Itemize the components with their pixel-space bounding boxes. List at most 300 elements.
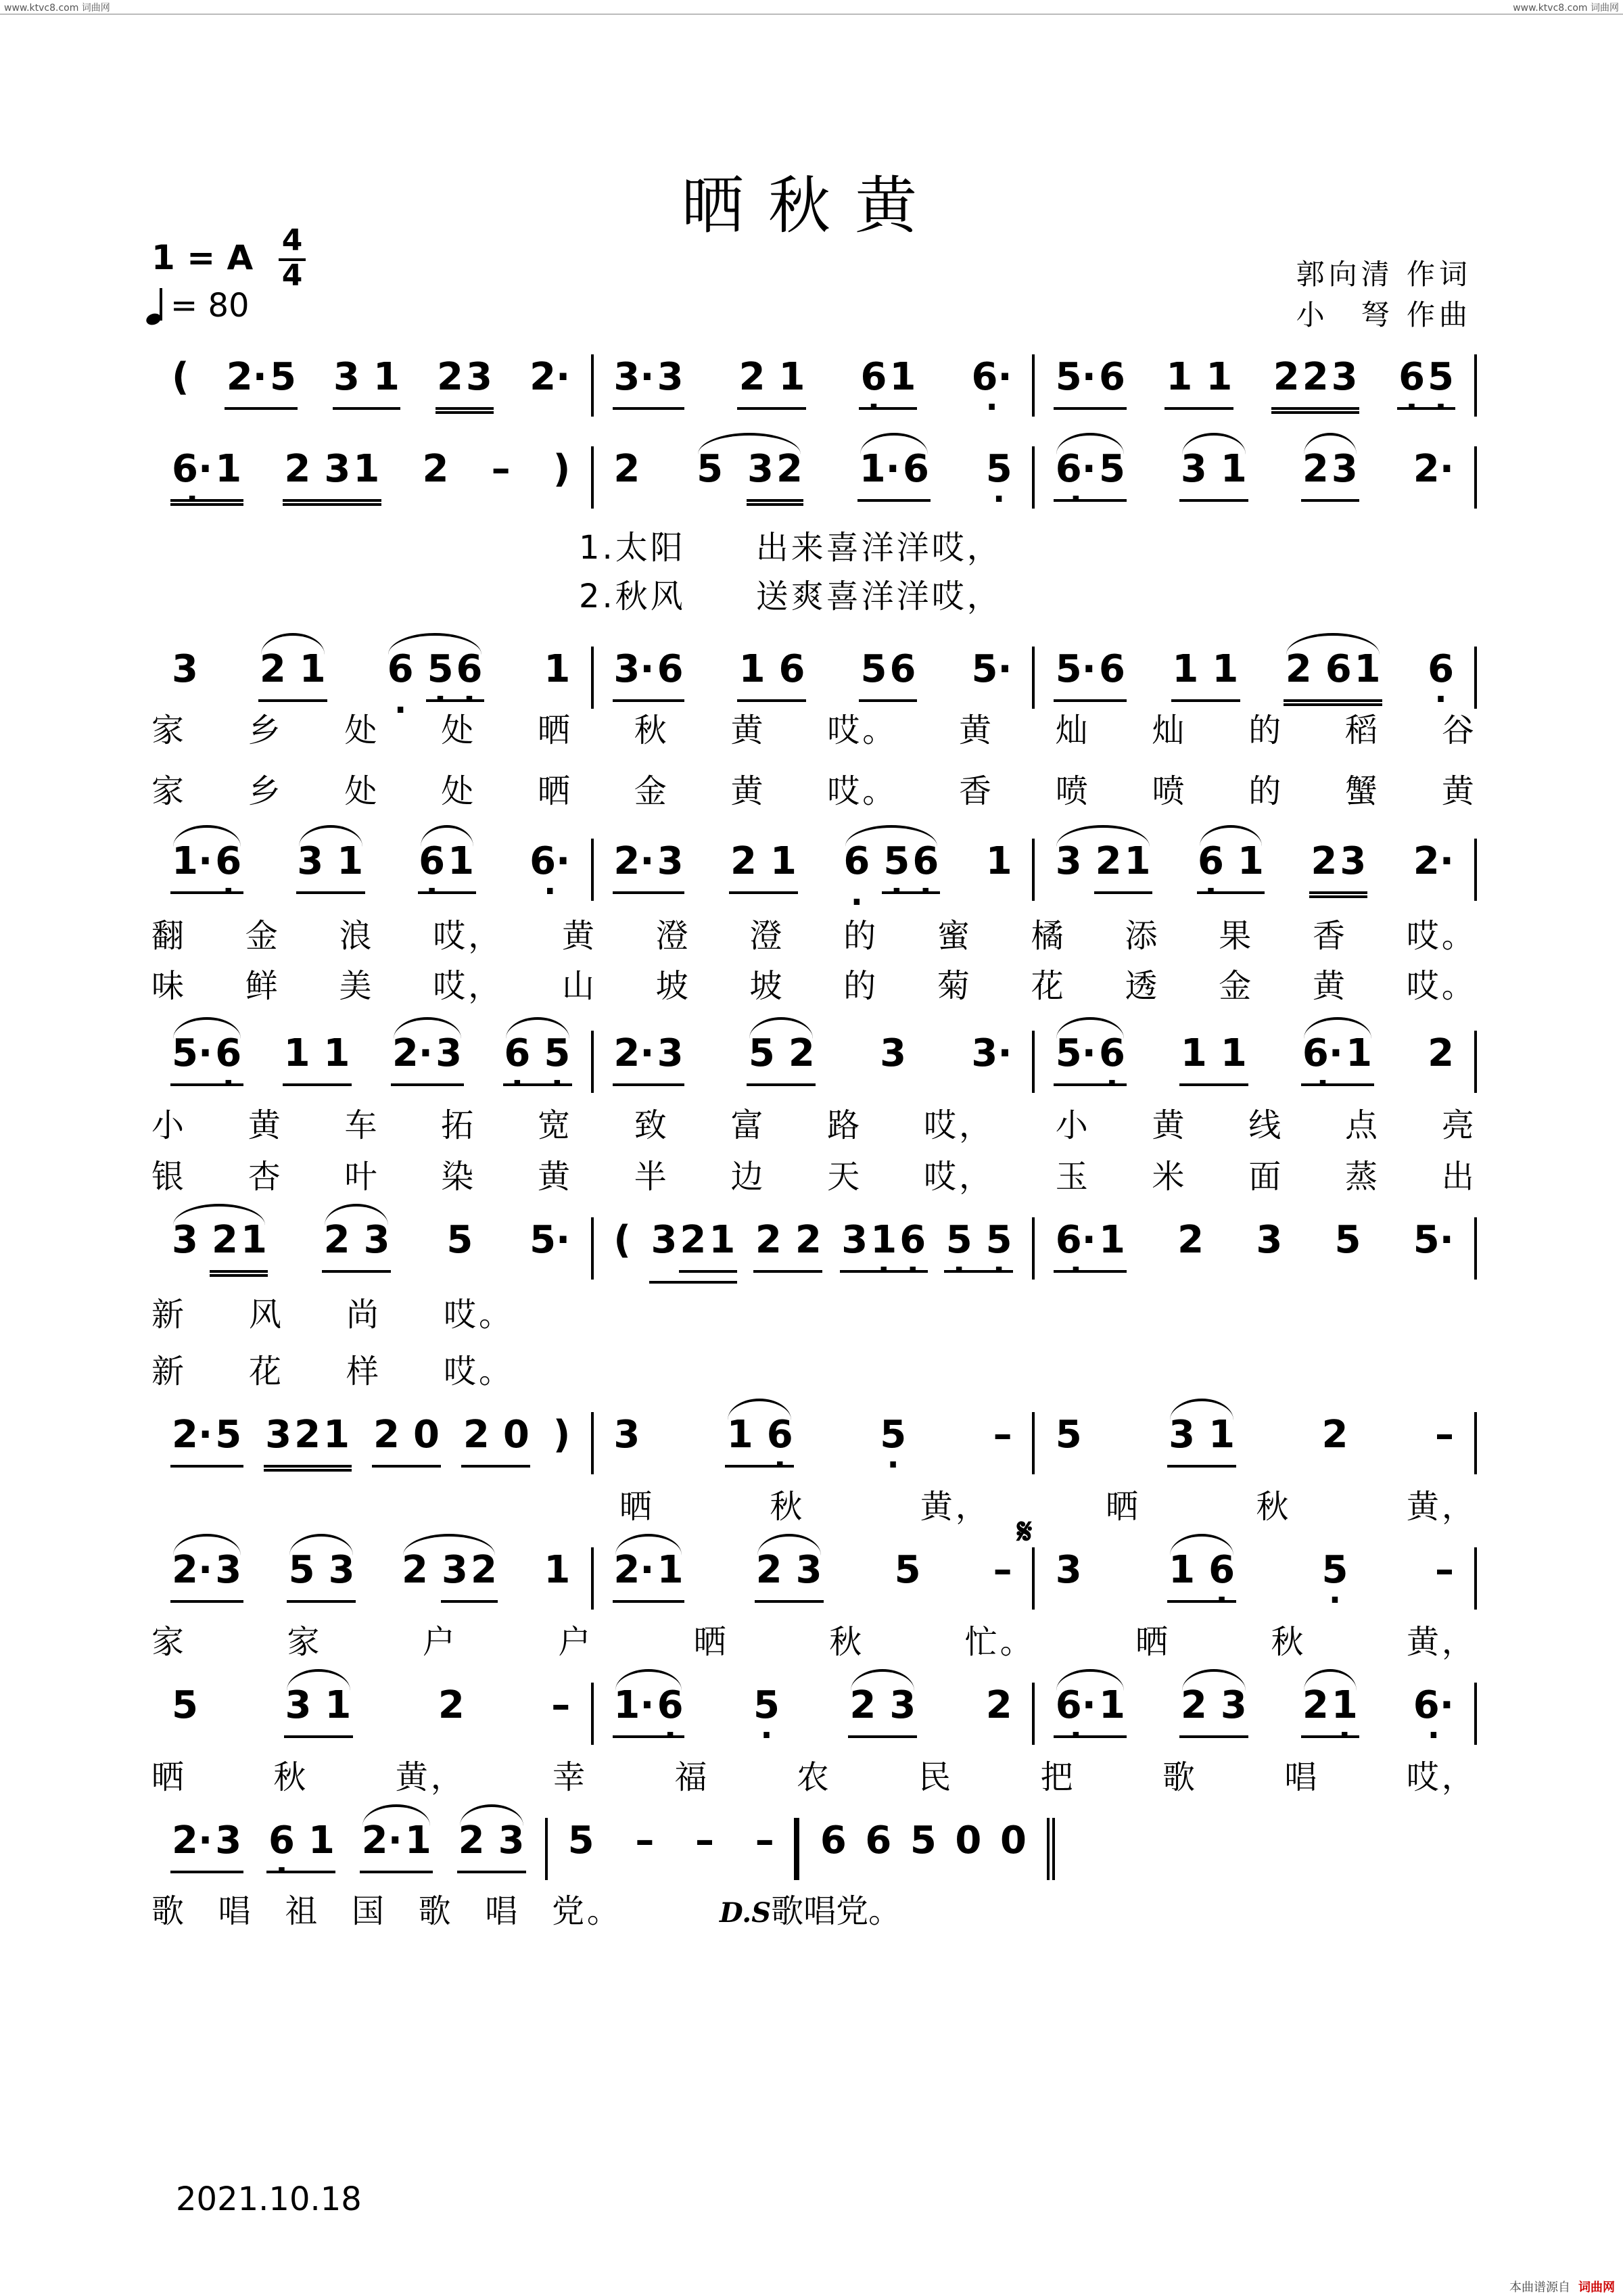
lyric-syllable: 晒 [1106,1488,1142,1526]
paren-close: ) [552,1412,571,1457]
note-spacer [361,354,372,399]
note-group [738,647,807,702]
lyric-syllable: 坡 [749,967,785,1005]
lyric-syllable: 谷 [1441,711,1477,749]
note: 1 [1098,1217,1125,1262]
lyric-syllable: 叶 [344,1158,380,1196]
lyric-syllable: 家 [151,1623,187,1661]
note: 3 [466,354,492,399]
note: 2· [361,1818,402,1862]
note-group [225,354,298,410]
note: 6 [1098,647,1125,691]
note-spacer [877,1683,888,1727]
note-group [1054,354,1127,410]
measure [1035,839,1477,901]
note: 1 · [1330,1683,1359,1727]
note: 3 [215,1818,242,1862]
note-group [287,1547,356,1603]
lyric-syllable: 黄 [1152,1106,1187,1144]
lyric-syllable: 味 [151,967,187,1005]
lyric-syllable: 福 [674,1758,710,1796]
lyric-syllable: 拓 [441,1106,477,1144]
measure [151,446,593,509]
note-spacer [1196,1412,1207,1457]
note-group [1167,1547,1236,1603]
note: 5· [1055,354,1096,399]
note-spacer [532,1031,542,1075]
note-spacer [312,1031,323,1075]
note: 5 · [542,1031,571,1075]
time-signature [279,227,306,292]
lyric-syllable: 把 [1040,1758,1076,1796]
note-group [386,647,484,710]
key-signature: 1 = A [151,238,254,277]
note-spacer [724,446,735,506]
lyric-syllable: 黄， [1406,1623,1477,1661]
note: 6 [1098,354,1125,399]
lyric-syllable: 黄 [1313,967,1348,1005]
note: 3 [1331,354,1358,399]
note-spacer [1225,839,1236,883]
note: 6· · [1054,1217,1098,1262]
note: 3 [265,1412,292,1457]
lyric-syllable: 户 [422,1623,458,1661]
lyric-syllable: 橘 [1031,917,1066,955]
note-group [323,1217,392,1273]
lyrics-line-3-verse-1 [151,703,1477,751]
lyric-syllable: 添 [1125,917,1160,955]
credits [1296,254,1472,335]
note-group [360,1818,433,1873]
note-group [1179,1031,1248,1086]
note: 6 [657,647,684,691]
note-group [170,446,243,506]
lyric-syllable: 黄 [248,1106,283,1144]
lyric-syllable: 乡 [248,772,283,810]
note-spacer [415,647,426,702]
note: 1 [337,839,364,883]
note: 2 [1095,839,1122,883]
note: 2· [530,354,571,399]
note: 2 [613,446,640,491]
note-group [170,1412,243,1468]
lyrics-line-5-verse-1 [151,1098,1477,1146]
note: 2 [458,1818,485,1862]
note-group [1309,839,1367,898]
note-spacer [1196,1547,1207,1592]
note: 3 [1340,839,1367,883]
note-spacer [491,1412,502,1457]
lyric-syllable: 哎， [433,967,504,1005]
note: 2· [172,1547,213,1592]
lyric-syllable: 的 [843,967,879,1005]
note-group [264,1412,351,1472]
lyric-syllable: 花 [1031,967,1066,1005]
note: 5 · [985,446,1014,491]
lyric-syllable: 晒 [538,711,573,749]
note: 6· · [528,839,571,883]
note: 1 [283,1031,310,1075]
note: 3 [215,1547,242,1592]
lyric-syllable: 乡 [248,711,283,749]
lyric-syllable: 黄 [959,711,994,749]
measure [151,1683,593,1745]
measure [548,1818,797,1880]
note: 5 [172,1683,198,1727]
lyric-syllable: 晒 [538,772,573,810]
lyric-syllable: 喷 [1055,772,1091,810]
note-group [1054,1031,1127,1086]
lyrics-line-6-verse-1 [151,1288,514,1335]
lyric-syllable: 歌 [151,1892,187,1930]
note: 6· · [1301,1031,1344,1075]
note: 0 [955,1818,982,1862]
note-group [170,1818,243,1873]
lyric-syllable: 哎。 [444,1353,514,1390]
note: 2 [1177,1217,1204,1262]
note: 2 [755,1547,782,1592]
note: – [993,1547,1012,1592]
note-group [1054,446,1127,502]
ds-mark: D.S [720,1896,772,1929]
notation-line-3 [151,647,1477,706]
lyric-syllable: 花 [249,1353,284,1390]
measure [1035,1217,1477,1280]
note: 3 [795,1547,822,1592]
lyric-syllable: 浪 [339,917,375,955]
lyric-syllable: 黄， [395,1758,466,1796]
note: 6· · [1054,446,1098,491]
note-group [210,1217,268,1277]
lyric-syllable: 秋 [634,711,669,749]
note-spacer [199,1217,210,1277]
lyric-syllable: 小 [1055,1106,1091,1144]
lyric-syllable: 宽 [538,1106,573,1144]
note-spacer [1313,647,1324,691]
lyric-syllable: 黄， [920,1488,991,1526]
note-group [436,354,494,414]
lyric-syllable: 唱 [485,1892,521,1930]
note-group [1301,446,1359,502]
note-group [400,1547,498,1611]
note: 2· [613,1547,655,1592]
note-group [755,1547,824,1603]
note: 1 [738,647,766,691]
note: 3 [613,1412,640,1457]
note: 1 [299,647,326,691]
note-spacer [316,1547,327,1592]
notation-line-2 [151,446,1477,506]
measure [593,647,1035,709]
lyric-syllable: 新 [151,1296,187,1334]
note: 6 · [417,839,446,883]
slurred-group [695,446,804,514]
note-spacer [429,1547,440,1603]
note: 5 · [1426,354,1455,399]
note-group [678,1217,736,1273]
measure [593,446,1035,509]
note: 2 [1321,1412,1348,1457]
lyrics-line-6-verse-2 [151,1344,514,1392]
lyric-syllable: 黄 [730,772,766,810]
note: 3 [172,647,198,691]
note: 1 [726,1412,753,1457]
note-group [462,1412,531,1468]
note-spacer [1200,647,1210,691]
lyric-syllable: 哎。 [827,711,898,749]
note-group [440,1547,498,1603]
note-spacer [871,839,882,894]
lyric-syllable: 车 [344,1106,380,1144]
note: 3 [324,446,351,491]
lyrics-line-3-verse-2 [151,764,1477,812]
notation-line-8 [151,1547,1477,1607]
note-group [842,839,940,902]
measure [151,647,593,709]
note: 1 [657,1547,684,1592]
paren-open: ( [613,1217,631,1262]
lyric-syllable: 亮 [1441,1106,1477,1144]
measure [593,1412,1035,1474]
lyric-syllable: 晒 [693,1623,729,1661]
note: 1 · [869,1217,898,1262]
note: 5 [860,647,887,691]
note: 5 [748,1031,775,1075]
measure [1035,1031,1477,1093]
note: 6· · [170,446,214,491]
lyric-syllable: 哎。 [827,772,898,810]
quarter-note-icon [146,287,165,325]
note-spacer [1083,839,1094,894]
note: 5 [269,354,296,399]
note-group [1094,839,1152,894]
notation-line-1 [151,354,1477,414]
lyrics-line-8 [151,1615,1477,1662]
lyric-syllable: 半 [634,1158,669,1196]
note-spacer [1208,446,1219,491]
note: 1 [323,1031,350,1075]
note: 5 [567,1818,594,1862]
note-spacer [783,1217,794,1262]
note-group [417,839,475,894]
note: 6 · [911,839,940,883]
note: 1 [325,1683,352,1727]
note: 5· [172,1031,213,1075]
note: 3 [297,839,324,883]
lyric-syllable: 灿 [1055,711,1091,749]
note-group [372,1412,441,1468]
note: 0 [413,1412,440,1457]
note: 2 [422,446,449,491]
note-group [746,446,804,506]
note-group [1196,839,1265,894]
note: 3 [328,1547,355,1592]
note: 5 · [882,839,911,883]
note: 1 [404,1818,431,1862]
lyric-syllable: 菊 [937,967,972,1005]
note: 3 [1055,839,1082,883]
lyric-syllable: 新 [151,1353,187,1390]
note: 2 [788,1031,815,1075]
note: 6 [902,446,929,491]
note: 2 [1302,1683,1329,1727]
note: 3 [841,1217,868,1262]
note: 5· [530,1217,571,1262]
note-group [502,1031,571,1086]
note: 1 [1220,1031,1247,1075]
note-group [1284,647,1382,706]
lyric-syllable: 哎。 [1406,917,1477,955]
note: 1 [1220,446,1247,491]
note-group [1054,647,1127,702]
note: 3 [1055,1547,1082,1592]
measure [151,1412,593,1474]
segno-icon: 𝄋 [1017,1512,1033,1553]
measure [593,1217,1035,1280]
measure [151,1217,593,1280]
note: 5· [1055,647,1096,691]
lyrics-line-4-verse-1 [151,909,1477,956]
lyrics-verse-2-intro: 2.秋风 送爽喜洋洋哎， [579,578,1002,615]
lyric-syllable: 山 [562,967,597,1005]
note: 2· [392,1031,433,1075]
lyric-syllable: 点 [1345,1106,1380,1144]
note-spacer [352,1217,362,1262]
note-spacer [312,446,323,491]
measure [593,1031,1035,1093]
lyric-syllable: 翻 [151,917,187,955]
note: 1 [1346,1031,1373,1075]
lyric-syllable: 染 [441,1158,477,1196]
note: 3 [498,1818,525,1862]
lyric-syllable: 稻 [1345,711,1380,749]
note: 5 [910,1818,937,1862]
lyric-syllable: 秋 [1271,1623,1307,1661]
notation-line-10 [151,1818,1055,1877]
note: 3 [747,446,774,491]
lyric-syllable: 祖 [285,1892,321,1930]
note-group [170,839,243,894]
lyric-syllable: 家 [151,772,187,810]
lyric-syllable: 哎， [433,917,504,955]
note: 1 [448,839,475,883]
note: 5 · [945,1217,974,1262]
lyric-syllable: 果 [1219,917,1254,955]
note: 5· [1413,1217,1454,1262]
lyric-syllable: 蒸 [1345,1158,1380,1196]
note: 6 · [842,839,871,894]
note-group [267,1818,336,1873]
note: 3 [1256,1217,1283,1262]
note: 2 [470,1547,497,1592]
da-segno-lyric [720,1884,901,1931]
lyric-syllable: 哎， [1406,1758,1477,1796]
note: 3 [363,1217,390,1262]
notation-line-6 [151,1217,1477,1277]
lyric-syllable: 的 [843,917,879,955]
note: 2 [294,1412,321,1457]
note: 2 [680,1217,707,1262]
note-group [726,1412,795,1468]
lyric-syllable: 家 [151,711,187,749]
note: 0 [999,1818,1027,1862]
note-group [945,1217,1014,1273]
note: 2 [1273,354,1300,399]
lyric-syllable: 金 [1219,967,1254,1005]
note: 1 [240,1217,267,1262]
note: 1 [889,354,916,399]
lyrics-verse-1-intro: 1.太阳 出来喜洋洋哎， [579,529,1002,567]
note-group [170,1217,268,1285]
measure [151,1547,593,1610]
lyric-syllable: 晒 [1135,1623,1171,1661]
lyric-syllable: 黄 [562,917,597,955]
note-group [860,647,918,702]
note-group [612,1683,684,1738]
measure [151,1818,548,1880]
note-group [1054,1217,1127,1273]
note: 6 · [214,1031,243,1075]
note: 3 [172,1217,198,1262]
note-group [391,1031,463,1086]
note-group [283,1031,352,1086]
note: 3 [1180,446,1207,491]
note-spacer [776,1031,787,1075]
lyric-syllable: 澄 [655,917,691,955]
lyric-syllable: 处 [441,711,477,749]
note-group [170,1547,243,1603]
note-group [729,839,798,894]
measure [1035,1683,1477,1745]
note: – [1434,1412,1454,1457]
note: 2 [730,839,757,883]
note-group [457,1818,526,1873]
note-group [1179,1683,1248,1738]
note: 1 [215,446,242,491]
measure [797,1818,1055,1880]
lyric-syllable: 灿 [1152,711,1187,749]
note: 3 [333,354,360,399]
note: 2 [284,446,311,491]
note: 3 [436,1031,463,1075]
lyric-syllable: 天 [827,1158,863,1196]
note: 1 [1166,354,1193,399]
lyric-syllable: 农 [796,1758,832,1796]
note: – [635,1818,655,1862]
song-title: 晒秋黄 [682,169,941,242]
note-group [612,1547,684,1603]
measure [593,1547,1035,1610]
note: 2 [795,1217,822,1262]
lyric-syllable: 晒 [151,1758,187,1796]
note-spacer [767,354,778,399]
note: 1 [323,1412,350,1457]
note: 1 [308,1818,335,1862]
note: 1 [1206,354,1233,399]
note-spacer [287,647,298,691]
note: 1 [770,839,797,883]
note-group [426,647,484,702]
measure [151,1031,593,1093]
measure [1035,647,1477,709]
lyrics-line-4-verse-2 [151,959,1477,1006]
measure [151,839,593,901]
note-group [1165,354,1233,410]
measure [1035,1547,1477,1610]
note: 2 [738,354,766,399]
note-group [1301,1031,1373,1086]
note: 3· [613,354,655,399]
